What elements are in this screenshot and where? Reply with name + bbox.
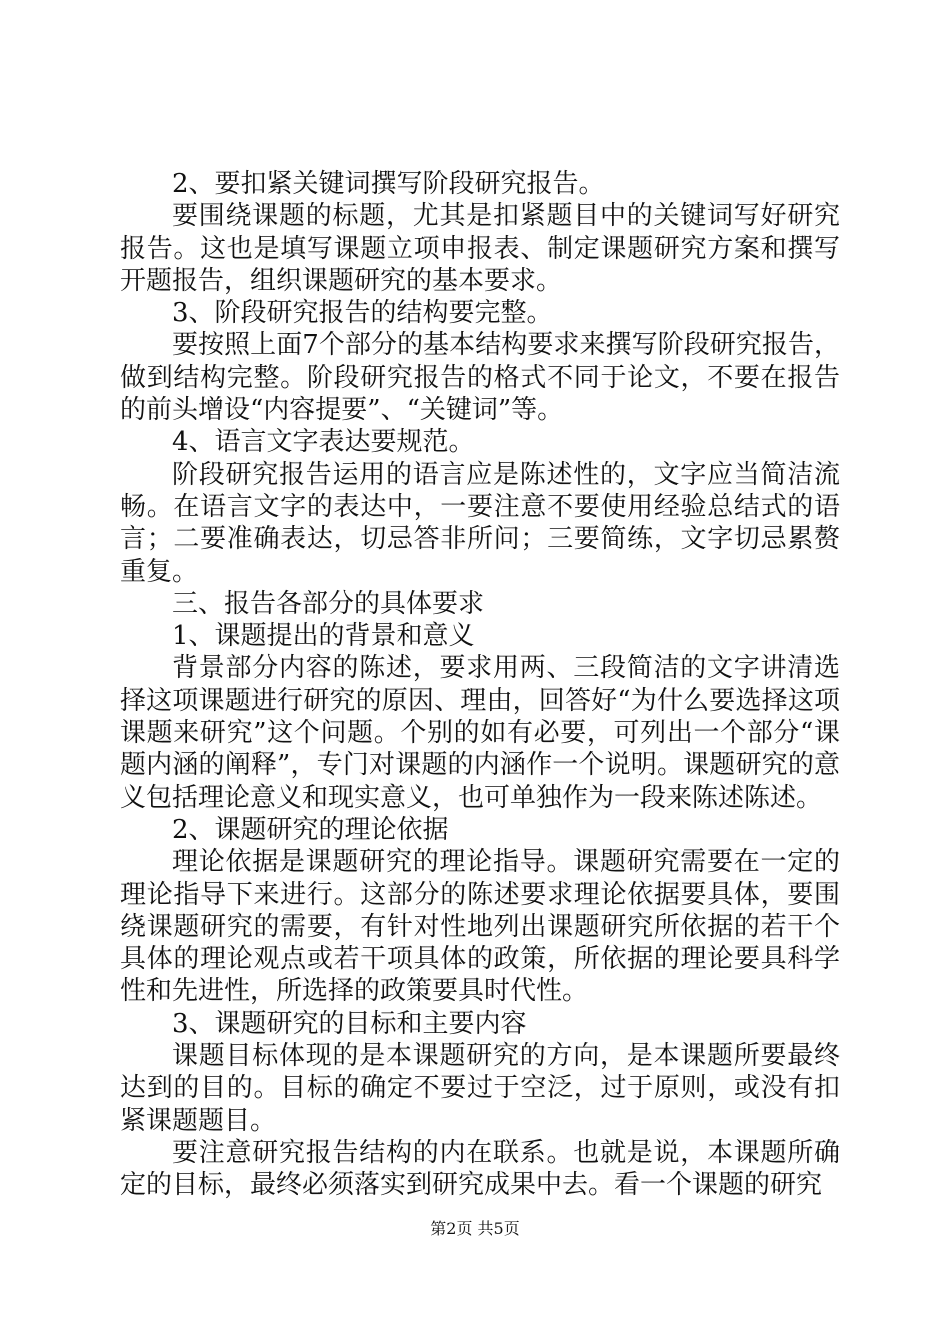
heading-goals: 3、课题研究的目标和主要内容 [172, 1008, 527, 1039]
heading-background: 1、课题提出的背景和意义 [172, 621, 475, 652]
heading-structure: 3、阶段研究报告的结构要完整。 [172, 298, 553, 329]
paragraph-language: 阶段研究报告运用的语言应是陈述性的，文字应当简洁流畅。在语言文字的表达中，一要注意不要使用经验总结式的语言；二要准确表达，切忌答非所问；三要简练，文字切忌累赘重复。 [120, 459, 840, 587]
page-number-footer: 第2页 共5页 [430, 1219, 520, 1238]
heading-language: 4、语言文字表达要规范。 [172, 427, 475, 458]
paragraph-goals: 课题目标体现的是本课题研究的方向，是本课题所要最终达到的目的。目标的确定不要过于空泛，过于原则，或没有扣紧课题题目。 [120, 1041, 840, 1136]
paragraph-keywords: 要围绕课题的标题，尤其是扣紧题目中的关键词写好研究报告。这也是填写课题立项申报表、制定课题研究方案和撰写开题报告，组织课题研究的基本要求。 [120, 201, 840, 296]
paragraph-structure: 要按照上面7个部分的基本结构要求来撰写阶段研究报告，做到结构完整。阶段研究报告的格式不同于论文，不要在报告的前头增设“内容提要”、“关键词”等。 [120, 330, 840, 426]
paragraph-background: 背景部分内容的陈述，要求用两、三段简洁的文字讲清选择这项课题进行研究的原因、理由，回答好“为什么要选择这项课题来研究”这个问题。个别的如有必要，可列出一个部分“课题内涵的阐释”，专门对课题的内涵作一个说明。课题研究的意义包括理论意义和现实意义，也可单独作为一段来陈述陈述。 [120, 653, 840, 813]
paragraph-theory: 理论依据是课题研究的理论指导。课题研究需要在一定的理论指导下来进行。这部分的陈述要求理论依据要具体，要围绕课题研究的需要，有针对性地列出课题研究所依据的若干个具体的理论观点或若干项具体的政策，所依据的理论要具科学性和先进性，所选择的政策要具时代性。 [120, 847, 840, 1007]
heading-keywords: 2、要扣紧关键词撰写阶段研究报告。 [172, 169, 605, 199]
section-heading-requirements: 三、报告各部分的具体要求 [172, 588, 485, 619]
heading-theory: 2、课题研究的理论依据 [172, 814, 449, 845]
paragraph-structure-link: 要注意研究报告结构的内在联系。也就是说，本课题所确定的目标，最终必须落实到研究成果中去。看一个课题的研究 [120, 1137, 840, 1201]
document-body [120, 168, 840, 1202]
